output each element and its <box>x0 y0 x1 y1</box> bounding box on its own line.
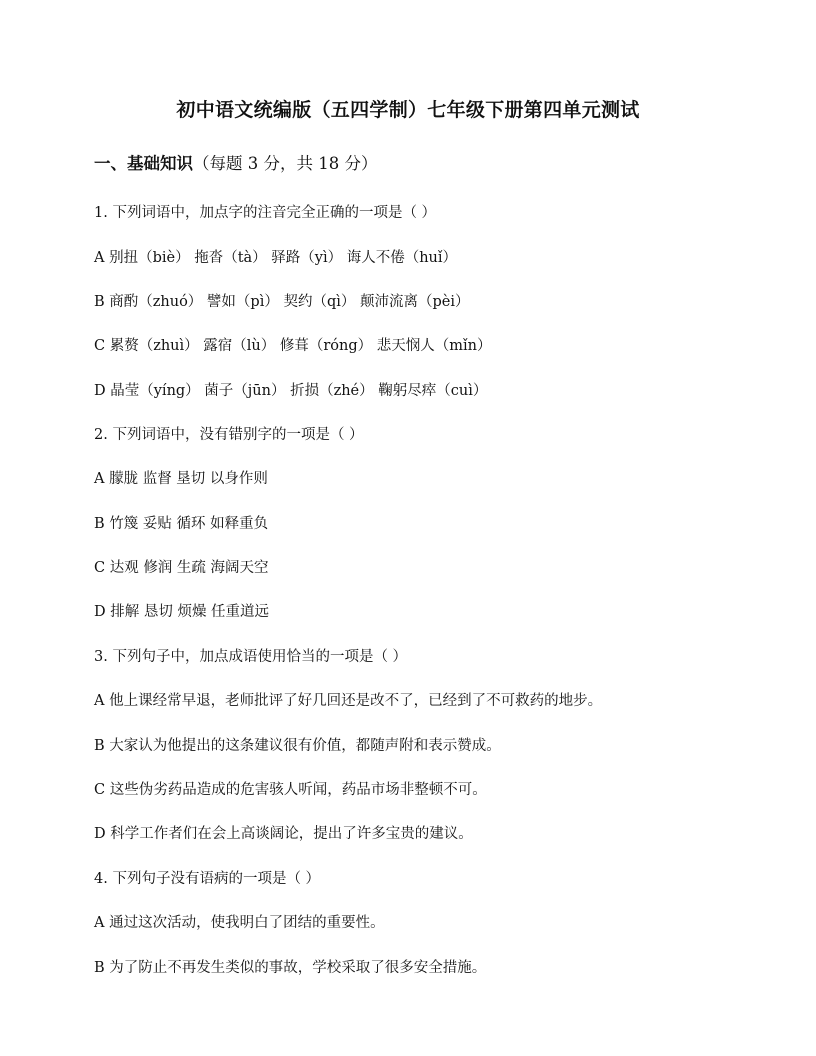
question-1-option-a: A 别扭（biè） 拖沓（tà） 驿路（yì） 诲人不倦（huǐ） <box>94 250 458 266</box>
question-3-option-c: C 这些伪劣药品造成的危害骇人听闻，药品市场非整顿不可。 <box>94 782 487 798</box>
section-heading-label: 一、基础知识 <box>94 154 193 173</box>
question-1-option-b: B 商酌（zhuó） 譬如（pì） 契约（qì） 颠沛流离（pèi） <box>94 294 470 310</box>
question-1-stem: 1. 下列词语中，加点字的注音完全正确的一项是（ ） <box>94 205 437 221</box>
question-3-stem: 3. 下列句子中，加点成语使用恰当的一项是（ ） <box>94 649 408 665</box>
question-3-option-d: D 科学工作者们在会上高谈阔论，提出了许多宝贵的建议。 <box>94 826 473 842</box>
document-title: 初中语文统编版（五四学制）七年级下册第四单元测试 <box>176 99 640 121</box>
section-heading-note: （每题 3 分，共 18 分） <box>193 154 378 173</box>
question-2-option-b: B 竹篾 妥贴 循环 如释重负 <box>94 516 269 532</box>
question-3-option-a: A 他上课经常早退，老师批评了好几回还是改不了，已经到了不可救药的地步。 <box>94 693 603 709</box>
question-4-stem: 4. 下列句子没有语病的一项是（ ） <box>94 871 321 887</box>
question-2-stem: 2. 下列词语中，没有错别字的一项是（ ） <box>94 427 364 443</box>
question-1-option-c: C 累赘（zhuì） 露宿（lù） 修葺（róng） 悲天悯人（mǐn） <box>94 338 492 354</box>
question-3-option-b: B 大家认为他提出的这条建议很有价值，都随声附和表示赞成。 <box>94 738 501 754</box>
section-heading <box>94 150 377 174</box>
question-2-option-d: D 排解 恳切 烦燥 任重道远 <box>94 604 270 620</box>
question-2-option-a: A 朦胧 监督 垦切 以身作则 <box>94 471 268 487</box>
question-2-option-c: C 达观 修润 生疏 海阔天空 <box>94 560 269 576</box>
question-4-option-b: B 为了防止不再发生类似的事故，学校采取了很多安全措施。 <box>94 960 487 976</box>
question-1-option-d: D 晶莹（yíng） 菌子（jūn） 折损（zhé） 鞠躬尽瘁（cuì） <box>94 383 488 399</box>
question-4-option-a: A 通过这次活动，使我明白了团结的重要性。 <box>94 915 385 931</box>
